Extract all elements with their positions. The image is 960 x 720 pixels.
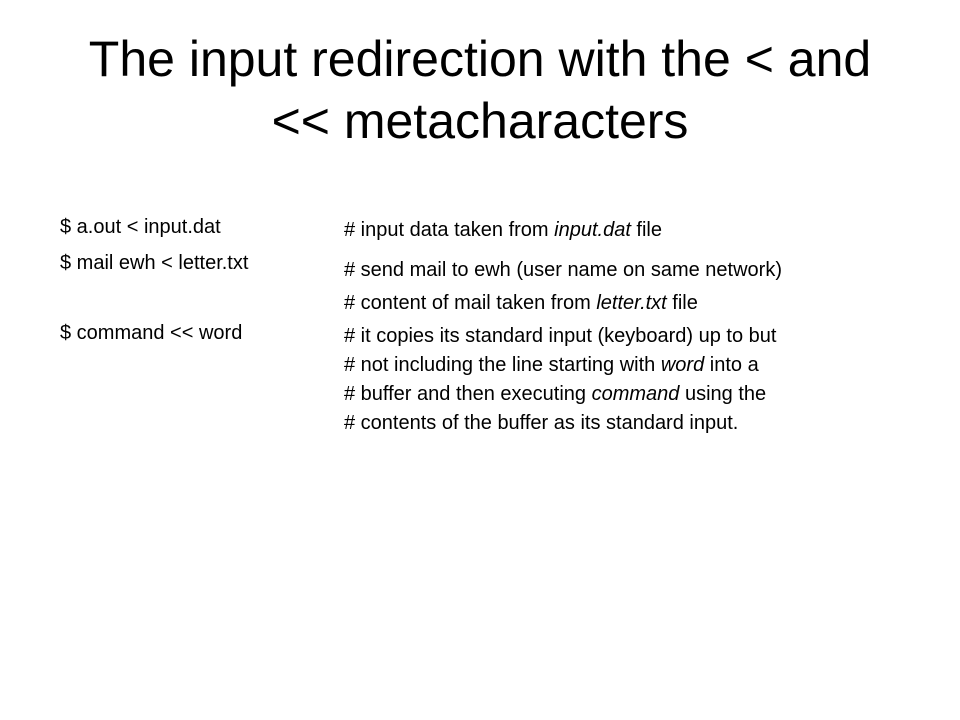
command-text: $ mail ewh < letter.txt [60,252,249,274]
comment-line: # buffer and then executing command using the [344,383,767,405]
command-text: $ a.out < input.dat [60,216,221,238]
slide-title-line-2: << metacharacters [271,93,689,149]
comment-line: # not including the line starting with word into a [344,354,759,376]
comment-line: # it copies its standard input (keyboard) up to but [344,325,777,347]
slide-title-line-1: The input redirection with the < and [88,31,872,87]
command-text: $ command << word [60,322,243,344]
comment-block [344,216,662,245]
comment-block [344,252,782,318]
comment-line: # send mail to ewh (user name on same network) [344,259,782,281]
slide-title [20,28,940,152]
comment-line: # contents of the buffer as its standard input. [344,412,739,434]
comment-block [344,322,776,438]
comment-line: # content of mail taken from letter.txt file [344,292,698,314]
comment-line: # input data taken from input.dat file [344,219,662,241]
